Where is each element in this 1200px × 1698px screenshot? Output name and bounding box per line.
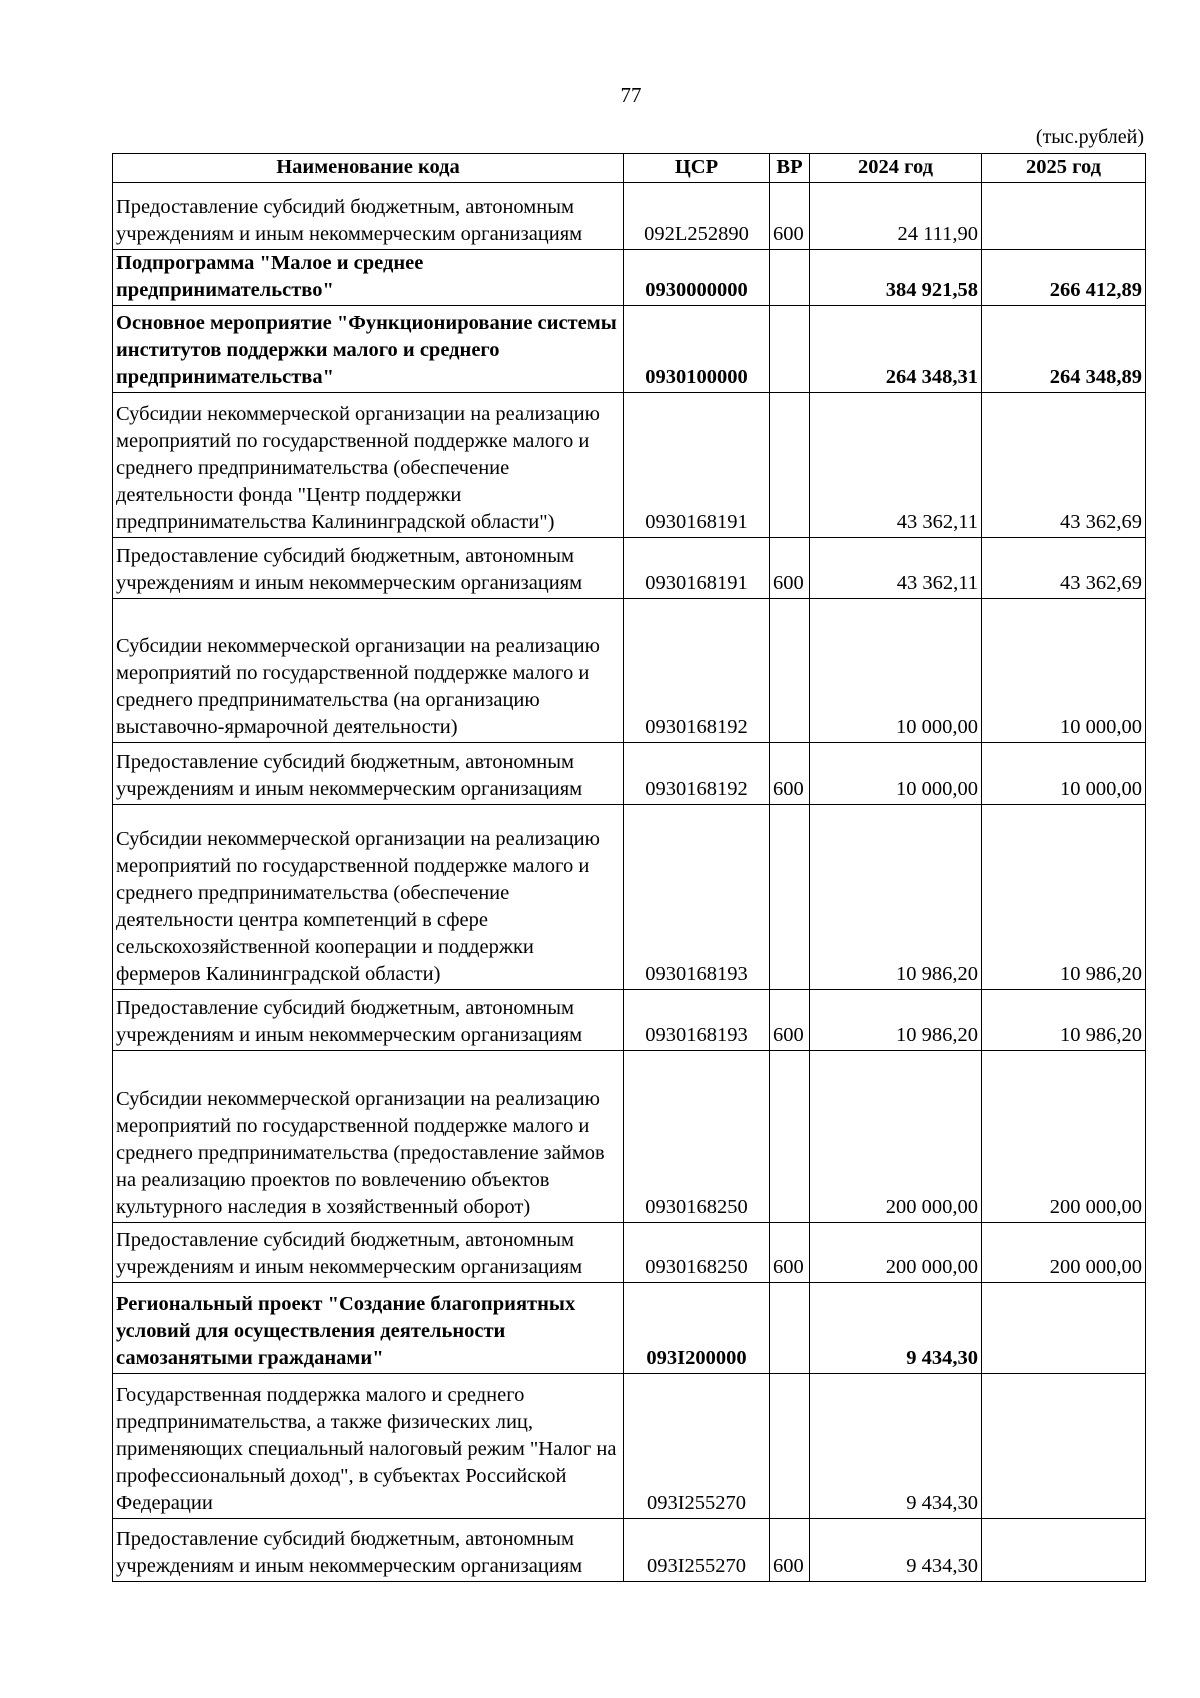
row-2025: 10 000,00 [982, 599, 1146, 743]
header-2024: 2024 год [810, 154, 982, 183]
row-vr: 600 [770, 990, 810, 1051]
row-2024: 9 434,30 [810, 1374, 982, 1519]
row-vr [770, 393, 810, 538]
header-vr: ВР [770, 154, 810, 183]
table-row [113, 250, 1146, 306]
row-2025: 266 412,89 [982, 250, 1146, 306]
table-row [113, 1374, 1146, 1519]
row-name: Предоставление субсидий бюджетным, автономным учреждениям и иным некоммерческим организациям [113, 990, 624, 1051]
row-name: Предоставление субсидий бюджетным, автономным учреждениям и иным некоммерческим организациям [113, 1223, 624, 1283]
header-name: Наименование кода [113, 154, 624, 183]
budget-table [112, 153, 1146, 1582]
table-row [113, 1283, 1146, 1374]
row-2025: 43 362,69 [982, 538, 1146, 599]
row-csr: 0930168191 [624, 393, 770, 538]
table-row [113, 1223, 1146, 1283]
row-2025: 10 986,20 [982, 990, 1146, 1051]
row-2024: 10 986,20 [810, 990, 982, 1051]
table-row [113, 805, 1146, 990]
row-csr: 0930168193 [624, 805, 770, 990]
row-csr: 0930168192 [624, 743, 770, 805]
row-vr: 600 [770, 538, 810, 599]
row-name: Предоставление субсидий бюджетным, автономным учреждениям и иным некоммерческим организациям [113, 183, 624, 250]
row-2025: 10 000,00 [982, 743, 1146, 805]
row-name: Субсидии некоммерческой организации на реализацию мероприятий по государственной поддержке малого и среднего предпринимательства (обеспечение деятельности центра компетенций в сфере сельскохозяйственной кооперации и поддержки фермеров Калининградской области) [113, 805, 624, 990]
row-csr: 093I255270 [624, 1519, 770, 1582]
table-row [113, 393, 1146, 538]
table-header-row [113, 154, 1146, 183]
row-2024: 43 362,11 [810, 538, 982, 599]
row-2024: 43 362,11 [810, 393, 982, 538]
row-vr [770, 1051, 810, 1223]
row-vr [770, 250, 810, 306]
row-2025: 264 348,89 [982, 306, 1146, 393]
row-csr: 092L252890 [624, 183, 770, 250]
row-2024: 264 348,31 [810, 306, 982, 393]
table-row [113, 743, 1146, 805]
row-2024: 10 986,20 [810, 805, 982, 990]
row-vr: 600 [770, 183, 810, 250]
row-csr: 0930168191 [624, 538, 770, 599]
row-2024: 10 000,00 [810, 599, 982, 743]
row-2025: 43 362,69 [982, 393, 1146, 538]
row-name: Основное мероприятие "Функционирование системы институтов поддержки малого и среднего предпринимательства" [113, 306, 624, 393]
row-name: Подпрограмма "Малое и среднее предпринимательство" [113, 250, 624, 306]
table-row [113, 306, 1146, 393]
row-csr: 0930168250 [624, 1223, 770, 1283]
row-2025: 200 000,00 [982, 1051, 1146, 1223]
page-number: 77 [620, 83, 642, 107]
row-name: Субсидии некоммерческой организации на реализацию мероприятий по государственной поддержке малого и среднего предпринимательства (на организацию выставочно-ярмарочной деятельности) [113, 599, 624, 743]
row-name: Субсидии некоммерческой организации на реализацию мероприятий по государственной поддержке малого и среднего предпринимательства (обеспечение деятельности фонда "Центр поддержки предпринимательства Калининградской области") [113, 393, 624, 538]
row-2025 [982, 183, 1146, 250]
table-row [113, 1519, 1146, 1582]
header-2025: 2025 год [982, 154, 1146, 183]
table-row [113, 538, 1146, 599]
row-2025: 10 986,20 [982, 805, 1146, 990]
row-vr [770, 1374, 810, 1519]
row-csr: 0930168192 [624, 599, 770, 743]
row-2024: 24 111,90 [810, 183, 982, 250]
row-vr: 600 [770, 1519, 810, 1582]
row-vr: 600 [770, 743, 810, 805]
row-csr: 0930168250 [624, 1051, 770, 1223]
row-2025: 200 000,00 [982, 1223, 1146, 1283]
row-csr: 0930168193 [624, 990, 770, 1051]
row-vr [770, 805, 810, 990]
row-2024: 9 434,30 [810, 1519, 982, 1582]
table-row [113, 183, 1146, 250]
row-2025 [982, 1283, 1146, 1374]
row-csr: 093I255270 [624, 1374, 770, 1519]
row-2024: 10 000,00 [810, 743, 982, 805]
table-row [113, 990, 1146, 1051]
row-name: Предоставление субсидий бюджетным, автономным учреждениям и иным некоммерческим организациям [113, 743, 624, 805]
table-row [113, 1051, 1146, 1223]
row-name: Предоставление субсидий бюджетным, автономным учреждениям и иным некоммерческим организациям [113, 538, 624, 599]
row-vr [770, 1283, 810, 1374]
row-2025 [982, 1374, 1146, 1519]
row-2024: 9 434,30 [810, 1283, 982, 1374]
row-vr [770, 306, 810, 393]
table-row [113, 599, 1146, 743]
row-2024: 200 000,00 [810, 1223, 982, 1283]
row-vr: 600 [770, 1223, 810, 1283]
row-name: Государственная поддержка малого и среднего предпринимательства, а также физических лиц, применяющих специальный налоговый режим "Налог на профессиональный доход", в субъектах Российской Федерации [113, 1374, 624, 1519]
row-2024: 200 000,00 [810, 1051, 982, 1223]
units-note: (тыс.рублей) [1035, 126, 1144, 148]
row-2024: 384 921,58 [810, 250, 982, 306]
row-csr: 0930100000 [624, 306, 770, 393]
row-name: Предоставление субсидий бюджетным, автономным учреждениям и иным некоммерческим организациям [113, 1519, 624, 1582]
row-name: Региональный проект "Создание благоприятных условий для осуществления деятельности самозанятыми гражданами" [113, 1283, 624, 1374]
row-2025 [982, 1519, 1146, 1582]
row-vr [770, 599, 810, 743]
row-csr: 0930000000 [624, 250, 770, 306]
row-name: Субсидии некоммерческой организации на реализацию мероприятий по государственной поддержке малого и среднего предпринимательства (предоставление займов на реализацию проектов по вовлечению объектов культурного наследия в хозяйственный оборот) [113, 1051, 624, 1223]
row-csr: 093I200000 [624, 1283, 770, 1374]
header-csr: ЦСР [624, 154, 770, 183]
